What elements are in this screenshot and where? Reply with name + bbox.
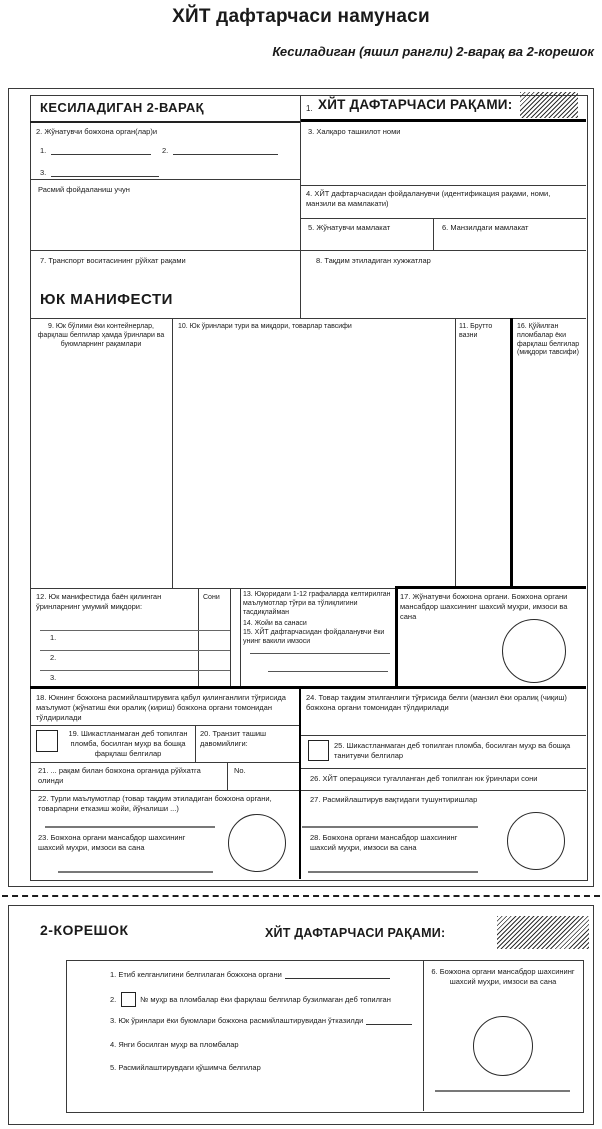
fill-line[interactable] <box>51 176 159 177</box>
fill-line[interactable] <box>173 154 278 155</box>
page-subtitle: Кесиладиган (яшил рангли) 2-варақ ва 2-корешок <box>272 44 594 59</box>
divider-line <box>30 179 300 180</box>
stamp-circle-28 <box>507 812 565 870</box>
field-8-label: 8. Тақдим этиладиган хужжатлар <box>316 256 431 265</box>
signature-line[interactable] <box>435 1090 570 1092</box>
divider-line <box>30 790 299 791</box>
field-2-line3-label: 3. <box>40 168 47 177</box>
divider-line <box>195 725 196 762</box>
divider-line <box>301 790 586 791</box>
divider-line <box>227 762 228 790</box>
field-12-count-header: Сони <box>203 594 220 601</box>
divider-line <box>433 218 434 250</box>
stamp-circle-counterfoil <box>473 1016 533 1076</box>
counterfoil-item-5-label: 5. Расмийлаштирувдаги қўшимча белгилар <box>110 1063 261 1072</box>
field-5-label: 5. Жўнатувчи мамлакат <box>308 223 391 232</box>
signature-line[interactable] <box>45 826 215 828</box>
field-12-row3: 3. <box>50 673 57 682</box>
divider-line-bold <box>510 318 513 588</box>
counterfoil-checkbox-2[interactable] <box>121 992 136 1007</box>
counterfoil-item-3-label: 3. Юк ўринлари ёки буюмлари божхона расмийлаштирувидан ўтказилди <box>110 1016 364 1025</box>
counterfoil-item-4-label: 4. Янги босилган муҳр ва пломбалар <box>110 1040 239 1049</box>
checkbox-19[interactable] <box>36 730 58 752</box>
divider-line-bold <box>30 686 586 689</box>
table-row-line <box>40 650 230 651</box>
divider-line <box>455 318 456 588</box>
divider-line <box>423 960 424 1111</box>
field-2-label: 2. Жўнатувчи божхона орган(лар)и <box>36 127 158 136</box>
checkbox-25[interactable] <box>308 740 329 761</box>
divider-line-bold <box>395 586 398 686</box>
counterfoil-item-2-label: № муҳр ва пломбалар ёки фарқлаш белгилар бузилмаган деб топилган <box>140 994 391 1004</box>
signature-line[interactable] <box>308 871 478 873</box>
counterfoil-item-3 <box>110 1016 412 1026</box>
field-12-label: 12. Юк манифестида баён қилинган ўринларнинг умумий миқдори: <box>36 592 162 611</box>
divider-line <box>30 318 586 319</box>
divider-line <box>240 588 241 686</box>
divider-line-bold <box>300 119 586 122</box>
page-title: ХЙТ дафтарчаси намунаси <box>172 6 430 27</box>
fill-line[interactable] <box>366 1024 412 1025</box>
voucher-inner-frame <box>30 95 588 881</box>
field-7-label: 7. Транспорт воситасининг рўйхат рақами <box>40 256 186 265</box>
divider-line <box>172 318 173 588</box>
table-row-line <box>40 630 230 631</box>
field-12-row2: 2. <box>50 653 57 662</box>
field-20-label: 20. Транзит ташиш давомийлиги: <box>200 729 267 748</box>
voucher-heading: КЕСИЛАДИГАН 2-ВАРАҚ <box>40 100 205 115</box>
divider-line-bold <box>299 686 301 879</box>
field-21-number-label: No. <box>234 766 246 775</box>
field-3-label: 3. Халқаро ташкилот номи <box>308 127 401 136</box>
divider-line <box>30 725 299 726</box>
counterfoil-number-hatch-box <box>497 916 589 949</box>
fill-line[interactable] <box>51 154 151 155</box>
counterfoil-item-2-number: 2. <box>110 994 117 1004</box>
signature-line[interactable] <box>268 671 388 672</box>
divider-line <box>230 588 231 686</box>
field-2-line2-label: 2. <box>162 146 169 155</box>
counterfoil-heading: 2-КОРЕШОК <box>40 922 129 938</box>
field-23-label: 23. Божхона органи мансабдор шахсининг шахсий муҳри, имзоси ва сана <box>38 833 186 852</box>
field-17-label: 17. Жўнатувчи божхона органи. Божхона органи мансабдор шахсининг шахсий муҳри, имзоси ва сана <box>400 592 568 621</box>
divider-line <box>198 588 199 686</box>
divider-line <box>300 95 301 318</box>
field-18-label: 18. Юкнинг божхона расмийлаштирувига қабул қилинганлиги тўғрисида маълумот (жўнатиш ёки оралиқ (кириш) божхона органи томонидан тўлдирилади <box>36 693 286 722</box>
divider-line <box>30 121 300 123</box>
signature-line[interactable] <box>302 826 478 828</box>
field-9-label: 9. Юк бўлими ёки контейнерлар, фарқлаш белгилар ҳамда ўринлари ва буюмларнинг рақамлари <box>37 323 165 348</box>
carnet-number-label: ХЙТ ДАФТАРЧАСИ РАҚАМИ: <box>318 97 513 112</box>
field-24-label: 24. Товар тақдим этилганлиги тўғрисида белги (манзил ёки оралиқ (чиқиш) божхона органи томонидан тўлдирилади <box>306 693 567 712</box>
field-2-line1-label: 1. <box>40 146 47 155</box>
carnet-number-hatch-box <box>520 92 578 118</box>
stamp-circle-17 <box>502 619 566 683</box>
counterfoil-number-label: ХЙТ ДАФТАРЧАСИ РАҚАМИ: <box>265 926 446 940</box>
stamp-circle-23 <box>228 814 286 872</box>
field-1-number: 1. <box>306 104 313 113</box>
divider-line <box>300 218 586 219</box>
signature-line[interactable] <box>250 653 390 654</box>
official-use-label: Расмий фойдаланиш учун <box>38 185 130 194</box>
counterfoil-item-1 <box>110 970 390 980</box>
fill-line[interactable] <box>285 978 390 979</box>
field-16-label: 16. Қўйилган пломбалар ёки фарқлаш белгилар (миқдори тавсифи) <box>517 323 580 357</box>
manifest-heading: ЮК МАНИФЕСТИ <box>40 291 173 308</box>
field-21-label: 21. ... рақам билан божхона органида рўйхатга олинди <box>38 766 201 785</box>
divider-line <box>300 185 586 186</box>
field-13-label: 13. Юқоридаги 1-12 графаларда келтирилган маълумотлар тўғри ва тўлиқлигини тасдиқлайман <box>243 591 391 616</box>
table-row-line <box>40 670 230 671</box>
field-11-label: 11. Брутто вазни <box>459 323 493 339</box>
field-26-label: 26. ХЙТ операцияси тугалланган деб топилган юк ўринлари сони <box>310 774 538 783</box>
field-10-label: 10. Юк ўринлари тури ва миқдори, товарлар тавсифи <box>178 323 352 330</box>
field-25-label: 25. Шикастланмаган деб топилган пломба, босилган муҳр ва бошқа танитувчи белгилар <box>334 741 571 760</box>
signature-line[interactable] <box>58 871 213 873</box>
field-14-label: 14. Жойи ва санаси <box>243 620 307 627</box>
divider-line <box>30 588 395 589</box>
divider-line <box>301 768 586 769</box>
counterfoil-item-2 <box>110 992 391 1007</box>
field-6-label: 6. Манзилдаги мамлакат <box>442 223 529 232</box>
divider-line <box>30 250 586 251</box>
field-22-label: 22. Турли маълумотлар (товар тақдим этиладиган божхона органи, товарларни етказиш жойи, йўналиши ...) <box>38 794 272 813</box>
cut-dashed-line <box>2 895 600 897</box>
counterfoil-item-1-label: 1. Етиб келганлигини белгилаган божхона органи <box>110 970 282 979</box>
field-27-label: 27. Расмийлаштирув вақтидаги тушунтиришлар <box>310 795 478 804</box>
field-28-label: 28. Божхона органи мансабдор шахсининг шахсий муҳри, имзоси ва сана <box>310 833 458 852</box>
field-4-label: 4. ХЙТ дафтарчасидан фойдаланувчи (идентификация рақами, номи, манзили ва мамлакати) <box>306 189 551 208</box>
divider-line <box>301 735 586 736</box>
counterfoil-field-6-label: 6. Божхона органи мансабдор шахсининг шахсий муҳри, имзоси ва сана <box>431 967 575 986</box>
divider-line <box>30 762 299 763</box>
divider-line-bold <box>395 586 586 589</box>
field-19-label: 19. Шикастланмаган деб топилган пломба, босилган муҳр ва бошқа фарқлаш белгилар <box>68 729 188 758</box>
field-15-label: 15. ХЙТ дафтарчасидан фойдаланувчи ёки унинг вакили имзоси <box>243 629 385 645</box>
field-12-row1: 1. <box>50 633 57 642</box>
